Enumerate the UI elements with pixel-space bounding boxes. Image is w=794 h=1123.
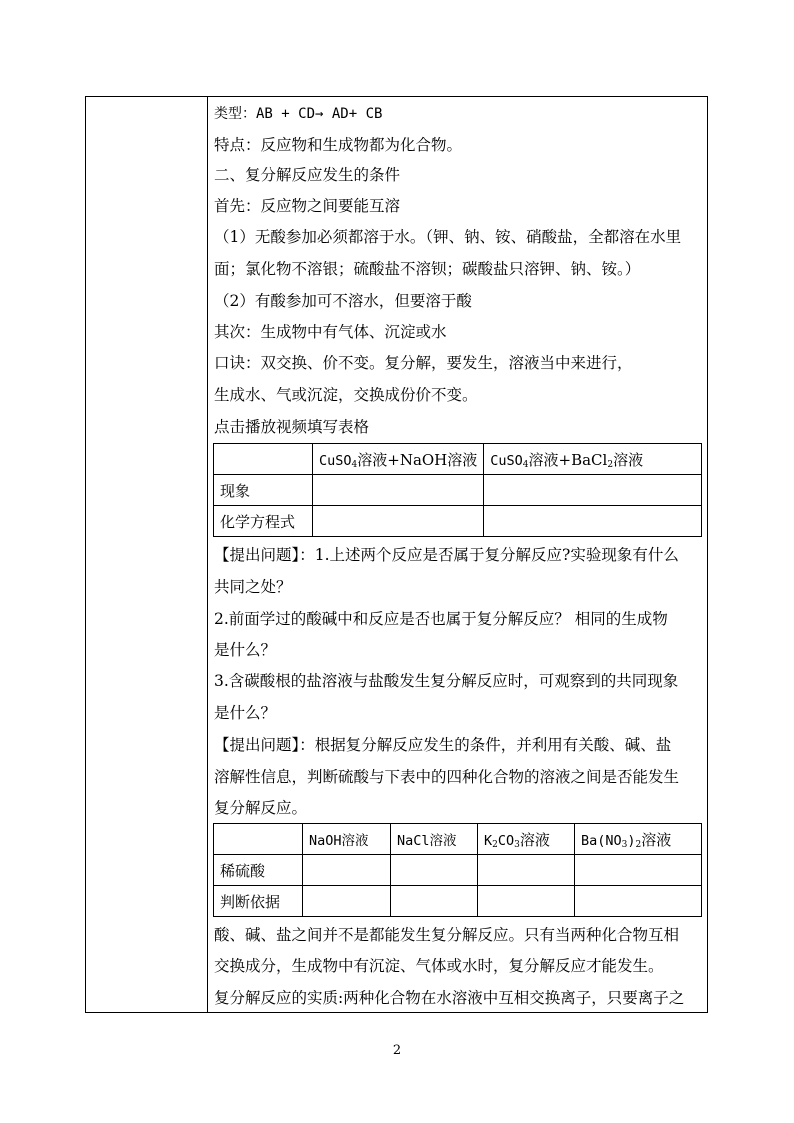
lesson-table-frame [85, 96, 708, 1013]
prompt-line-1: 【提出问题】：根据复分解反应发生的条件，并利用有关酸、碱、盐 [214, 736, 672, 754]
table-cell [214, 824, 303, 855]
table-cell[interactable] [391, 886, 478, 917]
rhyme-line-1: 口诀：双交换、价不变。复分解，要发生，溶液当中来进行， [214, 354, 633, 372]
table-header-cell: $Ba(NO_3)_2$溶液 [575, 824, 702, 855]
question-2-line-b: 是什么？ [214, 641, 277, 659]
table-cell[interactable] [313, 475, 484, 506]
video-instruction: 点击播放视频填写表格 [214, 418, 370, 436]
question-3-line-a: 3.含碳酸根的盐溶液与盐酸发生复分解反应时，可观察到的共同现象 [214, 672, 679, 690]
section-heading: 二、复分解反应发生的条件 [214, 166, 401, 184]
question-1-line-a: 【提出问题】：1.上述两个反应是否属于复分解反应?实验现象有什么 [214, 546, 679, 564]
question-3-line-b: 是什么？ [214, 704, 277, 722]
rhyme-line-2: 生成水、气或沉淀，交换成份价不变。 [214, 386, 478, 404]
experiment-table [213, 443, 702, 537]
table-row [214, 855, 702, 886]
page-number: 2 [392, 1043, 402, 1058]
table-header-cell: CuSO$_4$溶液+BaCl$_2$溶液 [484, 444, 702, 475]
table-cell[interactable] [478, 886, 575, 917]
table-cell[interactable] [391, 855, 478, 886]
table-header-cell: NaOH溶液 [303, 824, 391, 855]
row-label: 稀硫酸 [214, 855, 303, 886]
column-divider [207, 97, 208, 1012]
condition-1-line-b: 面；氯化物不溶银；硫酸盐不溶钡；碳酸盐只溶钾、钠、铵。） [214, 260, 641, 278]
feature-line: 特点：反应物和生成物都为化合物。 [214, 136, 463, 154]
table-row [214, 506, 702, 537]
condition-1-line-a: （1）无酸参加必须都溶于水。（钾、钠、铵、硝酸盐，全都溶在水里 [214, 228, 682, 246]
row-label: 化学方程式 [214, 506, 313, 537]
table-row [214, 824, 702, 855]
table-row [214, 475, 702, 506]
prompt-line-2: 溶解性信息，判断硫酸与下表中的四种化合物的溶液之间是否能发生 [214, 768, 680, 786]
table-header-cell: $K_2CO_3$溶液 [478, 824, 575, 855]
table-header-cell: NaCl溶液 [391, 824, 478, 855]
acid-reaction-table [213, 823, 702, 917]
first-condition: 首先：反应物之间要能互溶 [214, 197, 401, 215]
table-row [214, 886, 702, 917]
prompt-line-3: 复分解反应。 [214, 799, 308, 817]
table-cell[interactable] [313, 506, 484, 537]
row-label: 现象 [214, 475, 313, 506]
question-2-line-a: 2.前面学过的酸碱中和反应是否也属于复分解反应？ 相同的生成物 [214, 610, 668, 628]
table-cell[interactable] [484, 506, 702, 537]
table-cell[interactable] [303, 855, 391, 886]
table-cell[interactable] [478, 855, 575, 886]
second-condition: 其次：生成物中有气体、沉淀或水 [214, 323, 447, 341]
table-cell[interactable] [484, 475, 702, 506]
closing-line-1: 酸、碱、盐之间并不是都能发生复分解反应。只有当两种化合物互相 [214, 926, 680, 944]
condition-2-line: （2）有酸参加可不溶水，但要溶于酸 [214, 292, 472, 310]
table-cell[interactable] [303, 886, 391, 917]
table-header-cell: CuSO$_4$溶液+NaOH溶液 [313, 444, 484, 475]
reaction-type-line: 类型：AB + CD→ AD+ CB [214, 106, 383, 122]
question-1-line-b: 共同之处？ [214, 578, 292, 596]
closing-line-2: 交换成分，生成物中有沉淀、气体或水时，复分解反应才能发生。 [214, 957, 664, 975]
table-cell[interactable] [575, 855, 702, 886]
row-label: 判断依据 [214, 886, 303, 917]
table-row [214, 444, 702, 475]
table-cell[interactable] [575, 886, 702, 917]
closing-line-3: 复分解反应的实质:两种化合物在水溶液中互相交换离子，只要离子之 [214, 989, 685, 1007]
table-cell [214, 444, 313, 475]
